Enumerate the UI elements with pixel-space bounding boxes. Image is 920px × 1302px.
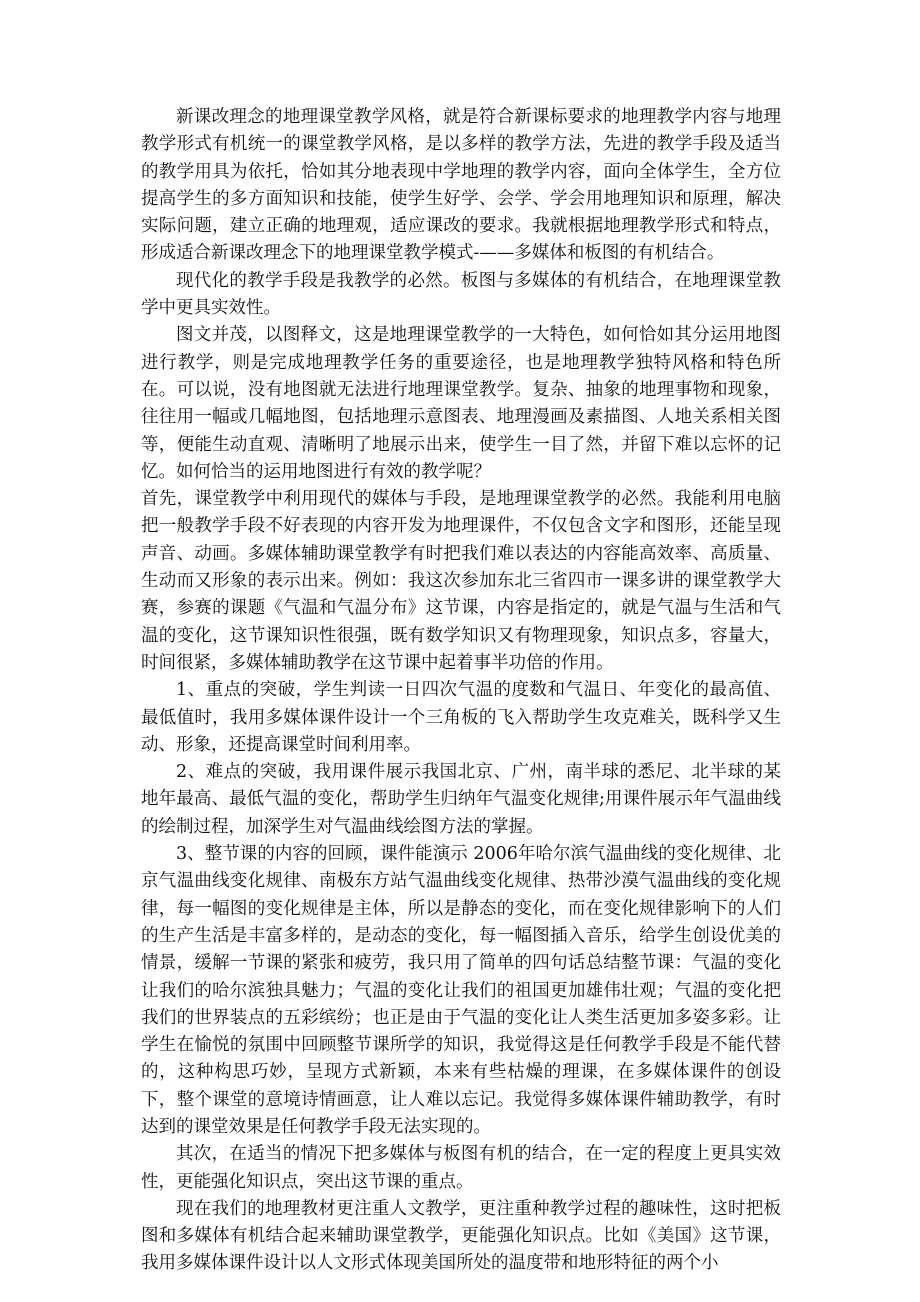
document-body [141,104,781,1278]
paragraph-second: 其次，在适当的情况下把多媒体与板图有机的结合，在一定的程度上更具实效性，更能强化知识点，突出这节课的重点。 [141,1144,781,1192]
paragraph-maps: 图文并茂，以图释文，这是地理课堂教学的一大特色，如何恰如其分运用地图进行教学，则是完成地理教学任务的重要途径，也是地理教学独特风格和特色所在。可以说，没有地图就无法进行地理课堂教学。复杂、抽象的地理事物和现象，往往用一幅或几幅地图，包括地理示意图表、地理漫画及素描图、人地关系相关图等，便能生动直观、清晰明了地展示出来，使学生一目了然，并留下难以忘怀的记忆。如何恰当的运用地图进行有效的教学呢？ [141,325,781,482]
paragraph-point-1: 1、重点的突破，学生判读一日四次气温的度数和气温日、年变化的最高值、最低值时，我用多媒体课件设计一个三角板的飞入帮助学生攻克难关，既科学又生动、形象，还提高课堂时间利用率。 [141,680,781,755]
paragraph-intro: 新课改理念的地理课堂教学风格，就是符合新课标要求的地理教学内容与地理教学形式有机统一的课堂教学风格，是以多样的教学方法，先进的教学手段及适当的教学用具为依托，恰如其分地表现中学地理的教学内容，面向全体学生，全方位提高学生的多方面知识和技能，使学生好学、会学、学会用地理知识和原理，解决实际问题，建立正确的地理观，适应课改的要求。我就根据地理教学形式和特点，形成适合新课改理念下的地理课堂教学模式-——多媒体和板图的有机结合。 [141,107,781,264]
paragraph-humanities: 现在我们的地理教材更注重人文教学，更注重种教学过程的趣味性，这时把板图和多媒体有机结合起来辅助课堂教学，更能强化知识点。比如《美国》这节课，我用多媒体课件设计以人文形式体现美国所处的温度带和地形特征的两个小 [141,1198,781,1274]
paragraph-first: 首先，课堂教学中利用现代的媒体与手段，是地理课堂教学的必然。我能利用电脑把一般教学手段不好表现的内容开发为地理课件，不仅包含文字和图形，还能呈现声音、动画。多媒体辅助课堂教学有时把我们难以表达的内容能高效率、高质量、生动而又形象的表示出来。例如：我这次参加东北三省四市一课多讲的课堂教学大赛，参赛的课题《气温和气温分布》这节课，内容是指定的，就是气温与生活和气温的变化，这节课知识性很强，既有数学知识又有物理现象，知识点多，容量大，时间很紧，多媒体辅助教学在这节课中起着事半功倍的作用。 [141,489,781,673]
paragraph-modern-means: 现代化的教学手段是我教学的必然。板图与多媒体的有机结合，在地理课堂教学中更具实效性。 [141,270,781,319]
paragraph-point-3: 3、整节课的内容的回顾，课件能演示 2006年哈尔滨气温曲线的变化规律、北京气温曲线变化规律、南极东方站气温曲线变化规律、热带沙漠气温曲线的变化规律，每一幅图的变化规律是主体，所以是静态的变化，而在变化规律影响下的人们的生产生活是丰富多样的，是动态的变化，每一幅图插入音乐，给学生创设优美的情景，缓解一节课的紧张和疲劳，我只用了简单的四句话总结整节课：气温的变化让我们的哈尔滨独具魅力；气温的变化让我们的祖国更加雄伟壮观；气温的变化把我们的世界装点的五彩缤纷；也正是由于气温的变化让人类生活更加多姿多彩。让学生在愉悦的氛围中回顾整节课所学的知识，我觉得这是任何教学手段是不能代替的，这种构思巧妙，呈现方式新颖，本来有些枯燥的理课，在多媒体课件的创设下，整个课堂的意境诗情画意，让人难以忘记。我觉得多媒体课件辅助教学，有时达到的课堂效果是任何教学手段无法实现的。 [141,844,781,1137]
paragraph-point-2: 2、难点的突破，我用课件展示我国北京、广州，南半球的悉尼、北半球的某地年最高、最低气温的变化，帮助学生归纳年气温变化规律;用课件展示年气温曲线的绘制过程，加深学生对气温曲线绘图方法的掌握。 [141,762,781,837]
